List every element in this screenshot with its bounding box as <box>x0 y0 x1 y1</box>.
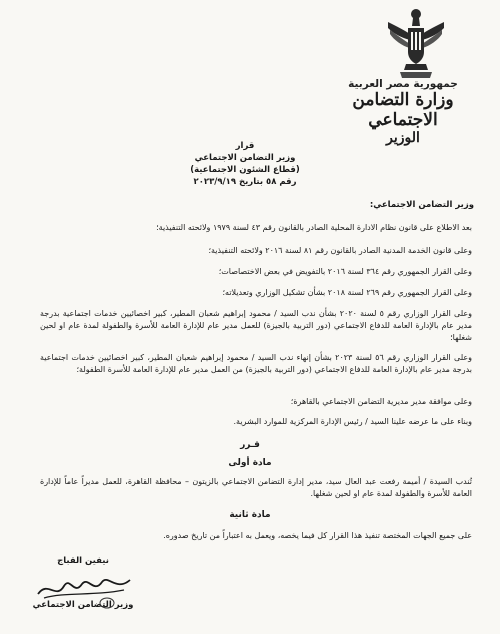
preamble-paragraph: وعلى القرار الجمهوري رقم ٣٦٤ لسنة ٢٠١٦ بالتفويض في بعض الاختصاصات؛ <box>218 267 472 276</box>
preamble-paragraph: بعد الاطلاع على قانون نظام الادارة المحلية الصادر بالقانون رقم ٤٣ لسنة ١٩٧٩ ولائحته التنفيذية؛ <box>156 223 472 232</box>
signature-block <box>28 556 138 610</box>
article-2-text: على جميع الجهات المختصة تنفيذ هذا القرار كل فيما يخصه، ويعمل به اعتباراً من تاريخ صدوره. <box>163 531 472 540</box>
preamble-paragraph: وبناء على ما عرضه علينا السيد / رئيس الإدارة المركزية للموارد البشرية. <box>233 417 472 426</box>
article-1-text: تُندب السيدة / أميمة رفعت عبد العال سيد، مدير إدارة التضامن الاجتماعي بالزيتون – محافظة القاهرة، للعمل مديراً عاماً للإدارة العامة للأسرة والطفولة لمدة عام او لحين شغلها. <box>40 477 472 498</box>
signatory-title: وزير التضامن الاجتماعي <box>32 600 134 610</box>
decree-number-date: رقم ٥٨ بتاريخ ٢٠٢٣/٩/١٩ <box>193 177 297 187</box>
decree-issuer: وزير التضامن الاجتماعي <box>194 153 296 163</box>
egypt-eagle-emblem-icon <box>386 4 446 82</box>
article-2-heading: مادة ثانية <box>229 510 271 520</box>
preamble-paragraph: وعلى موافقة مدير مديرية التضامن الاجتماعي بالقاهرة؛ <box>290 397 472 406</box>
address-line: وزير التضامن الاجتماعي: <box>369 200 474 210</box>
decree-title-block <box>180 140 310 188</box>
preamble-paragraph: وعلى القرار الوزاري رقم ٥٦ لسنة ٢٠٢٣ بشأن إنهاء ندب السيد / محمود إبراهيم شعبان المطير، كبير اخصائيين خدمات اجتماعية بدرجة مدير عام بالإدارة العامة للدفاع الاجتماعي (دور التربية بالجيزة) من العمل مدير عام للإدارة العامة للأسرة الطفولة؛ <box>40 353 472 374</box>
preamble-paragraph: وعلى القرار الجمهوري رقم ٢٦٩ لسنة ٢٠١٨ بشأن تشكيل الوزاري وتعديلاته؛ <box>222 288 472 297</box>
signatory-name: نيفين القباج <box>57 556 109 566</box>
handwritten-signature <box>34 570 134 604</box>
decree-word: قرار <box>235 141 255 151</box>
decides-heading: قـرر <box>240 440 260 450</box>
preamble-paragraph: وعلى قانون الخدمة المدنية الصادر بالقانون رقم ٨١ لسنة ٢٠١٦ ولائحته التنفيذية؛ <box>208 246 472 255</box>
ministry-name: وزارة التضامن الاجتماعي <box>352 90 454 130</box>
republic-name: جمهورية مصر العربية <box>348 78 458 90</box>
article-1-heading: مادة أولى <box>228 458 272 468</box>
seal-mark-icon <box>98 596 116 610</box>
minister-label: الوزير <box>386 130 420 146</box>
decree-sector: (قطاع الشئون الاجتماعية) <box>190 165 300 175</box>
preamble-paragraph: وعلى القرار الوزاري رقم ٥ لسنة ٢٠٢٠ بشأن ندب السيد / محمود إبراهيم شعبان المطير، كبير اخصائيين خدمات اجتماعية بدرجة مدير عام بالإدارة العامة للدفاع الاجتماعي (دور التربية بالجيزة) للعمل مدير عام للإدارة العامة للأسرة والطفولة لمدة عام او لحين شغلها؛ <box>40 309 472 342</box>
letterhead <box>318 78 488 146</box>
